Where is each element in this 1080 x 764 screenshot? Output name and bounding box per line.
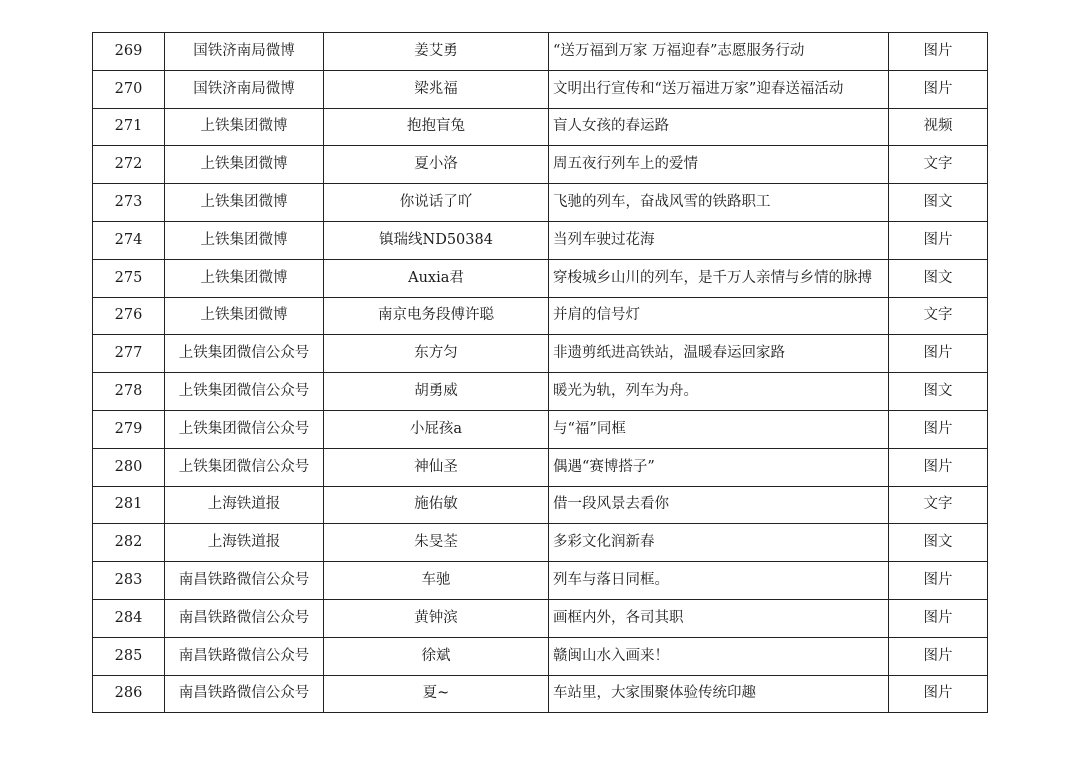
- type-cell: 文字: [889, 146, 988, 184]
- source-cell: 南昌铁路微信公众号: [165, 599, 324, 637]
- row-number-cell: 284: [93, 599, 165, 637]
- table-row: [93, 486, 988, 524]
- type-cell: 图文: [889, 259, 988, 297]
- row-number-cell: 280: [93, 448, 165, 486]
- author-cell: 镇瑞线ND50384: [324, 221, 549, 259]
- title-cell: “送万福到万家 万福迎春”志愿服务行动: [549, 33, 889, 71]
- author-cell: 夏~: [324, 675, 549, 713]
- author-cell: 黄钟滨: [324, 599, 549, 637]
- table-row: [93, 33, 988, 71]
- type-cell: 图片: [889, 637, 988, 675]
- table-row: [93, 297, 988, 335]
- title-cell: 非遗剪纸进高铁站，温暖春运回家路: [549, 335, 889, 373]
- author-cell: 车驰: [324, 562, 549, 600]
- table-row: [93, 335, 988, 373]
- table-row: [93, 373, 988, 411]
- author-cell: 夏小洛: [324, 146, 549, 184]
- type-cell: 文字: [889, 486, 988, 524]
- author-cell: 朱旻荃: [324, 524, 549, 562]
- source-cell: 上铁集团微博: [165, 221, 324, 259]
- type-cell: 视频: [889, 108, 988, 146]
- row-number-cell: 270: [93, 70, 165, 108]
- type-cell: 图片: [889, 599, 988, 637]
- source-cell: 上铁集团微信公众号: [165, 335, 324, 373]
- table-row: [93, 146, 988, 184]
- row-number-cell: 283: [93, 562, 165, 600]
- table-row: [93, 675, 988, 713]
- table-row: [93, 524, 988, 562]
- source-cell: 南昌铁路微信公众号: [165, 562, 324, 600]
- entries-table: [92, 32, 988, 713]
- type-cell: 图片: [889, 562, 988, 600]
- title-cell: 周五夜行列车上的爱情: [549, 146, 889, 184]
- author-cell: 胡勇威: [324, 373, 549, 411]
- title-cell: 借一段风景去看你: [549, 486, 889, 524]
- type-cell: 图片: [889, 33, 988, 71]
- row-number-cell: 286: [93, 675, 165, 713]
- row-number-cell: 279: [93, 410, 165, 448]
- row-number-cell: 269: [93, 33, 165, 71]
- type-cell: 图片: [889, 335, 988, 373]
- title-cell: 并肩的信号灯: [549, 297, 889, 335]
- author-cell: 南京电务段傅许聪: [324, 297, 549, 335]
- title-cell: 暖光为轨，列车为舟。: [549, 373, 889, 411]
- title-cell: 车站里，大家围聚体验传统印趣: [549, 675, 889, 713]
- type-cell: 图片: [889, 410, 988, 448]
- type-cell: 图片: [889, 70, 988, 108]
- row-number-cell: 272: [93, 146, 165, 184]
- row-number-cell: 274: [93, 221, 165, 259]
- document-page: [92, 32, 988, 713]
- table-row: [93, 448, 988, 486]
- row-number-cell: 275: [93, 259, 165, 297]
- row-number-cell: 278: [93, 373, 165, 411]
- source-cell: 上海铁道报: [165, 486, 324, 524]
- source-cell: 上铁集团微博: [165, 297, 324, 335]
- type-cell: 图文: [889, 184, 988, 222]
- source-cell: 上铁集团微博: [165, 259, 324, 297]
- type-cell: 图片: [889, 221, 988, 259]
- table-row: [93, 637, 988, 675]
- title-cell: 盲人女孩的春运路: [549, 108, 889, 146]
- type-cell: 图片: [889, 675, 988, 713]
- type-cell: 文字: [889, 297, 988, 335]
- title-cell: 与“福”同框: [549, 410, 889, 448]
- table-body: [93, 33, 988, 713]
- type-cell: 图文: [889, 524, 988, 562]
- source-cell: 国铁济南局微博: [165, 70, 324, 108]
- title-cell: 当列车驶过花海: [549, 221, 889, 259]
- source-cell: 上铁集团微博: [165, 146, 324, 184]
- row-number-cell: 277: [93, 335, 165, 373]
- type-cell: 图文: [889, 373, 988, 411]
- row-number-cell: 285: [93, 637, 165, 675]
- table-row: [93, 221, 988, 259]
- author-cell: 姜艾勇: [324, 33, 549, 71]
- author-cell: 东方匀: [324, 335, 549, 373]
- row-number-cell: 281: [93, 486, 165, 524]
- author-cell: Auxia君: [324, 259, 549, 297]
- author-cell: 施佑敏: [324, 486, 549, 524]
- title-cell: 赣闽山水入画来！: [549, 637, 889, 675]
- source-cell: 上铁集团微信公众号: [165, 448, 324, 486]
- author-cell: 抱抱盲兔: [324, 108, 549, 146]
- title-cell: 多彩文化润新春: [549, 524, 889, 562]
- author-cell: 小屁孩a: [324, 410, 549, 448]
- row-number-cell: 273: [93, 184, 165, 222]
- table-row: [93, 410, 988, 448]
- title-cell: 飞驰的列车，奋战风雪的铁路职工: [549, 184, 889, 222]
- author-cell: 你说话了吖: [324, 184, 549, 222]
- table-row: [93, 562, 988, 600]
- source-cell: 上铁集团微信公众号: [165, 373, 324, 411]
- title-cell: 偶遇“赛博搭子”: [549, 448, 889, 486]
- source-cell: 上铁集团微信公众号: [165, 410, 324, 448]
- source-cell: 上铁集团微博: [165, 108, 324, 146]
- author-cell: 神仙圣: [324, 448, 549, 486]
- row-number-cell: 282: [93, 524, 165, 562]
- author-cell: 梁兆福: [324, 70, 549, 108]
- author-cell: 徐斌: [324, 637, 549, 675]
- source-cell: 南昌铁路微信公众号: [165, 675, 324, 713]
- title-cell: 画框内外，各司其职: [549, 599, 889, 637]
- table-row: [93, 599, 988, 637]
- title-cell: 文明出行宣传和“送万福进万家”迎春送福活动: [549, 70, 889, 108]
- table-row: [93, 70, 988, 108]
- title-cell: 列车与落日同框。: [549, 562, 889, 600]
- table-row: [93, 184, 988, 222]
- row-number-cell: 276: [93, 297, 165, 335]
- source-cell: 南昌铁路微信公众号: [165, 637, 324, 675]
- row-number-cell: 271: [93, 108, 165, 146]
- title-cell: 穿梭城乡山川的列车，是千万人亲情与乡情的脉搏: [549, 259, 889, 297]
- type-cell: 图片: [889, 448, 988, 486]
- source-cell: 上铁集团微博: [165, 184, 324, 222]
- table-row: [93, 259, 988, 297]
- source-cell: 国铁济南局微博: [165, 33, 324, 71]
- table-row: [93, 108, 988, 146]
- source-cell: 上海铁道报: [165, 524, 324, 562]
